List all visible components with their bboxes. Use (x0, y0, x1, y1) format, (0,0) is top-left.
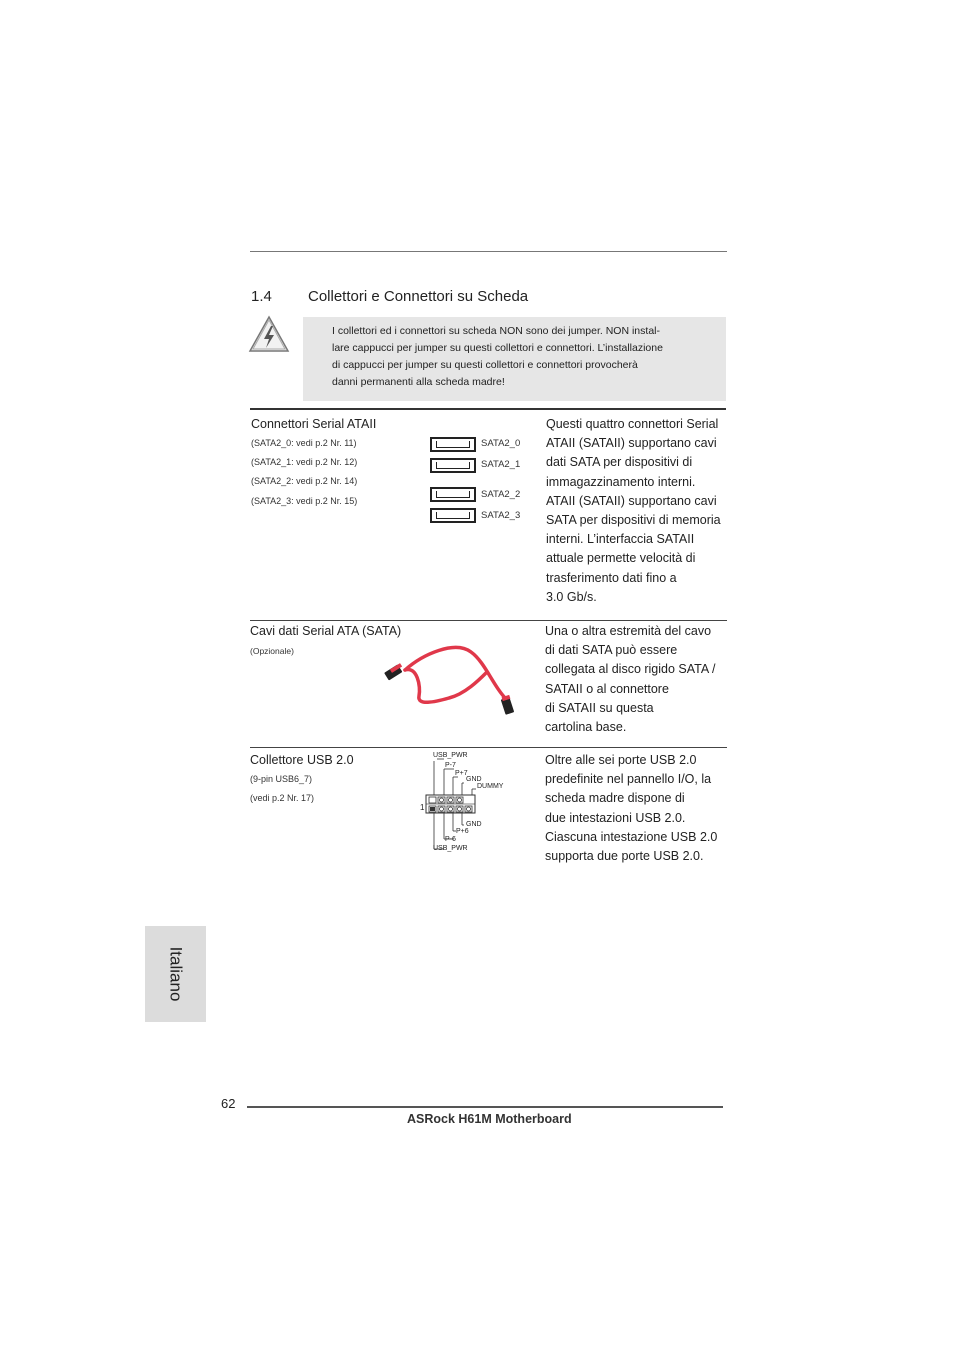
section-title: Collettori e Connettori su Scheda (308, 288, 529, 305)
sata-desc-line: 3.0 Gb/s. (546, 589, 597, 604)
sata-connector-icon (430, 437, 476, 452)
cable-title: Cavi dati Serial ATA (SATA) (250, 624, 402, 638)
sata-cable-image (383, 636, 523, 718)
sata-desc-line: interni. L’interfaccia SATAII (546, 532, 695, 547)
page-number: 62 (221, 1096, 236, 1111)
sata-desc-line: attuale permette velocità di (546, 551, 696, 566)
sata-connector-icon (430, 487, 476, 502)
top-rule (250, 251, 727, 252)
sata-desc-line: ATAII (SATAII) supportano cavi (546, 436, 717, 451)
usb-pin-label: P+6 (456, 828, 469, 835)
usb-header-diagram (418, 751, 510, 857)
sata-connector-label: SATA2_3 (481, 510, 521, 521)
sata-desc-line: dati SATA per dispositivi di (546, 455, 693, 470)
usb-pin-label: GND (466, 776, 482, 783)
usb-desc-line: Ciascuna intestazione USB 2.0 (545, 829, 718, 844)
row-divider (250, 620, 727, 621)
usb-desc-line: scheda madre dispone di (545, 791, 685, 806)
cable-desc-line: SATAII o al connettore (545, 681, 669, 696)
sata-desc-line: ATAII (SATAII) supportano cavi (546, 493, 717, 508)
footer-rule (247, 1106, 723, 1108)
warning-line: danni permanenti alla scheda madre! (332, 376, 505, 388)
footer-product: ASRock H61M Motherboard (407, 1112, 572, 1126)
usb-pin-label: DUMMY (477, 783, 504, 790)
usb-desc-line: supporta due porte USB 2.0. (545, 849, 704, 864)
sata-ref: (SATA2_3: vedi p.2 Nr. 15) (251, 496, 358, 506)
sata-description (546, 415, 721, 607)
sata-ref: (SATA2_1: vedi p.2 Nr. 12) (251, 457, 358, 467)
sata-connector-label: SATA2_2 (481, 489, 521, 500)
warning-triangle-icon (247, 314, 291, 354)
usb-pin-label: 1 (420, 803, 425, 812)
usb-desc-line: predefinite nel pannello I/O, la (545, 772, 712, 787)
usb-sub: (vedi p.2 Nr. 17) (250, 793, 315, 803)
sata-desc-line: immagazzinamento interni. (546, 474, 696, 489)
cable-desc-line: Una o altra estremità del cavo (545, 624, 712, 638)
row-divider (250, 747, 727, 748)
usb-pin-label: GND (466, 821, 482, 828)
cable-desc-line: di SATAII su questa (545, 700, 654, 715)
warning-line: di cappucci per jumper su questi collettori e connettori provocherà (332, 359, 638, 371)
sata-connector-label: SATA2_1 (481, 459, 521, 470)
sata-connector-icon (430, 508, 476, 523)
sata-ref: (SATA2_0: vedi p.2 Nr. 11) (251, 438, 357, 448)
usb-description (545, 751, 717, 866)
table-top-rule (250, 408, 726, 410)
usb-pin-label: USB_PWR (433, 752, 468, 759)
cable-note: (Opzionale) (250, 646, 294, 656)
cable-desc-line: di dati SATA può essere (545, 643, 678, 658)
usb-pin-label: USB_PWR (433, 845, 468, 852)
usb-pin-label: P-7 (445, 762, 456, 769)
usb-desc-line: due intestazioni USB 2.0. (545, 810, 686, 825)
sata-ref: (SATA2_2: vedi p.2 Nr. 14) (251, 476, 358, 486)
sata-connector-icon (430, 458, 476, 473)
cable-description (545, 622, 715, 737)
usb-title: Collettore USB 2.0 (250, 753, 354, 767)
usb-pin-label: P-6 (445, 836, 456, 843)
language-tab-label (145, 926, 206, 1022)
sata-title: Connettori Serial ATAII (251, 417, 377, 431)
usb-pin-label: P+7 (455, 770, 468, 777)
sata-connector-label: SATA2_0 (481, 438, 521, 449)
cable-desc-line: cartolina base. (545, 720, 627, 735)
warning-line: lare cappucci per jumper su questi collettori e connettori. L’installazione (332, 342, 663, 354)
sata-desc-line: Questi quattro connettori Serial (546, 417, 719, 431)
warning-note-text (332, 323, 682, 391)
language-tab-text: Italiano (166, 946, 186, 1002)
warning-line: I collettori ed i connettori su scheda NON sono dei jumper. NON instal- (332, 325, 660, 337)
usb-desc-line: Oltre alle sei porte USB 2.0 (545, 753, 697, 767)
usb-sub: (9-pin USB6_7) (250, 774, 313, 784)
section-number: 1.4 (251, 288, 272, 305)
sata-desc-line: SATA per dispositivi di memoria (546, 513, 721, 528)
sata-desc-line: trasferimento dati fino a (546, 570, 677, 585)
cable-desc-line: collegata al disco rigido SATA / (545, 662, 716, 677)
